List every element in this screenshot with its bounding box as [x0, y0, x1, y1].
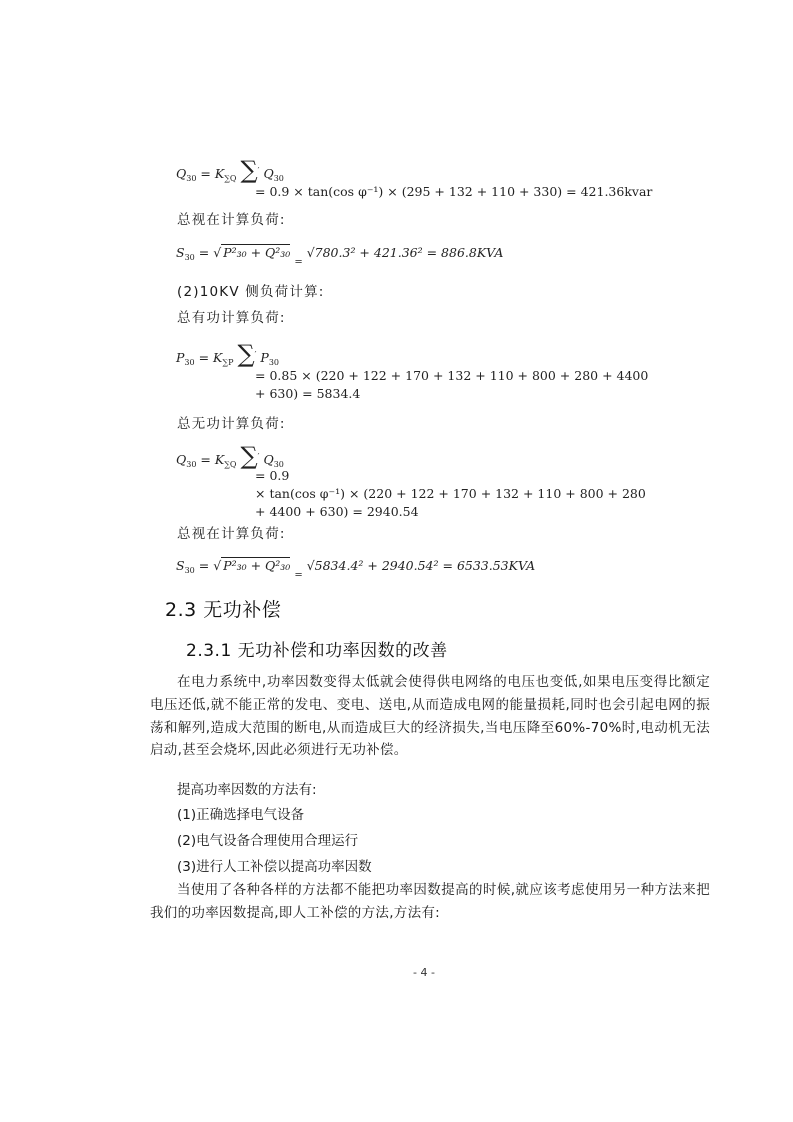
section-heading-2-3: 2.3 无功补偿 [165, 599, 282, 621]
eq-var: S [176, 558, 185, 573]
eq-sub: 30 [186, 460, 197, 469]
eq-sub: 30 [273, 460, 284, 469]
summation-icon: ∑ [237, 340, 255, 368]
eq-sup: ′ [254, 350, 257, 359]
eq-equals-lowered: = [294, 257, 303, 268]
label-10kv-side: (2)10KV 侧负荷计算: [177, 284, 325, 300]
eq-equals: = √ [198, 558, 222, 573]
eq-var: Q [263, 166, 274, 181]
eq-result: √5834.4² + 2940.54² = 6533.53KVA [306, 558, 536, 573]
equation-p30 [176, 342, 279, 367]
section-heading-2-3-1: 2.3.1 无功补偿和功率因数的改善 [186, 641, 448, 661]
method-item-2: (2)电气设备合理使用合理运行 [177, 833, 359, 849]
sqrt-expression: P²₃₀ + Q²₃₀ [223, 245, 291, 260]
methods-intro: 提高功率因数的方法有: [177, 782, 317, 798]
eq-coefficient: K [213, 350, 223, 365]
eq-sub: 30 [186, 174, 197, 183]
eq-sub: ∑Q [224, 174, 237, 183]
eq-equals: = [200, 452, 215, 467]
eq-sub: 30 [268, 358, 280, 367]
equation-p30-line2: = 0.85 × (220 + 122 + 170 + 132 + 110 + 800 + 280 + 4400 [255, 368, 649, 383]
equation-p30-line3: + 630) = 5834.4 [255, 386, 361, 401]
body-paragraph-power-factor: 在电力系统中,功率因数变得太低就会使得供电网络的电压也变低,如果电压变得比额定电压还低,就不能正常的发电、变电、送电,从而造成电网的能量损耗,同时也会引起电网的振荡和解列,造成大范围的断电,从而造成巨大的经济损失,当电压降至60%-70%时,电动机无法启动,甚至会烧坏,因此必须进行无功补偿。 [150, 674, 710, 759]
eq-var: Q [263, 452, 274, 467]
eq-sub: ∑Q [224, 460, 237, 469]
equation-q30-first [176, 158, 284, 183]
method-item-3: (3)进行人工补偿以提高功率因数 [177, 859, 372, 875]
page-number: - 4 - [413, 966, 435, 979]
eq-equals: = [200, 166, 215, 181]
equation-q30-second-line2: = 0.9 [255, 468, 290, 483]
label-total-apparent-load: 总视在计算负荷: [177, 212, 286, 228]
summation-icon: ∑ [240, 442, 258, 470]
equation-q30-second-line3: × tan(cos φ⁻¹) × (220 + 122 + 170 + 132 + 110 + 800 + 280 [255, 486, 646, 501]
eq-var: P [176, 350, 185, 365]
eq-var: Q [176, 452, 187, 467]
summation-icon: ∑ [240, 156, 258, 184]
eq-sup: ′ [257, 166, 260, 175]
eq-sub: 30 [184, 358, 195, 367]
eq-equals-lowered: = [294, 570, 303, 581]
sqrt-expression: P²₃₀ + Q²₃₀ [223, 558, 291, 573]
equation-s30-first [176, 244, 503, 268]
equation-s30-second [176, 557, 535, 581]
eq-sup: ′ [257, 452, 260, 461]
eq-coefficient: K [214, 452, 225, 467]
eq-sub: 30 [273, 174, 284, 183]
label-total-active-load: 总有功计算负荷: [177, 310, 286, 326]
equation-q30-second-line4: + 4400 + 630) = 2940.54 [255, 504, 419, 519]
eq-sub: 30 [184, 253, 195, 262]
label-total-apparent-load-2: 总视在计算负荷: [177, 526, 286, 542]
body-paragraph-artificial-compensation: 当使用了各种各样的方法都不能把功率因数提高的时候,就应该考虑使用另一种方法来把我们的功率因数提高,即人工补偿的方法,方法有: [150, 882, 710, 921]
eq-var: P [260, 350, 269, 365]
equation-q30-first-line2: = 0.9 × tan(cos φ⁻¹) × (295 + 132 + 110 + 330) = 421.36kvar [255, 184, 653, 199]
eq-sub: ∑P [222, 358, 234, 367]
eq-equals: = √ [198, 245, 222, 260]
eq-result: √780.3² + 421.36² = 886.8KVA [306, 245, 504, 260]
method-item-1: (1)正确选择电气设备 [177, 807, 305, 823]
label-total-reactive-load: 总无功计算负荷: [177, 416, 286, 432]
eq-sub: 30 [184, 566, 195, 575]
eq-var: Q [176, 166, 187, 181]
eq-var: S [176, 245, 185, 260]
eq-coefficient: K [214, 166, 225, 181]
equation-q30-second [176, 444, 284, 469]
eq-equals: = [198, 350, 214, 365]
